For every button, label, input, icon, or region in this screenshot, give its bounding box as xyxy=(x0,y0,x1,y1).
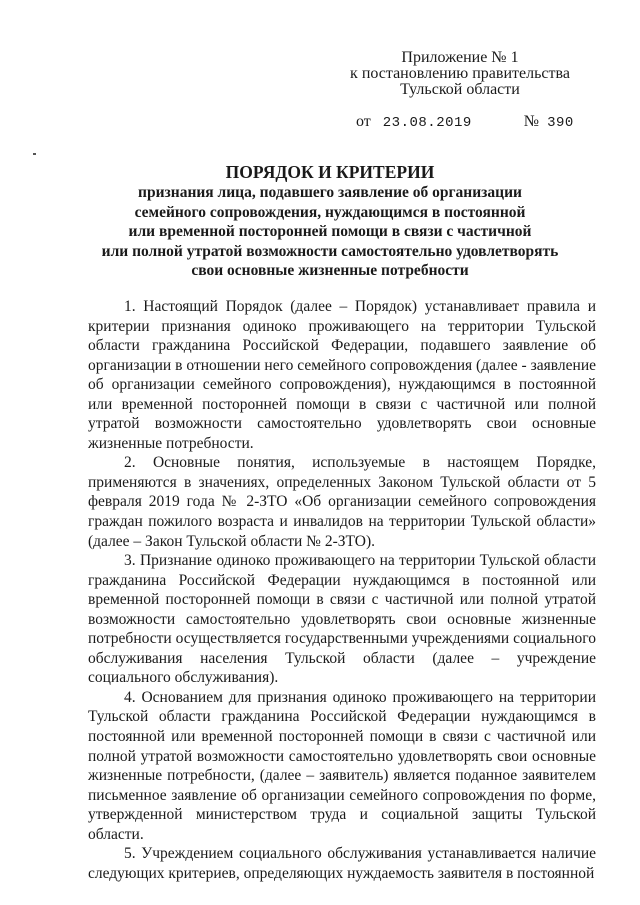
paragraph-4: 4. Основанием для признания одиноко проживающего на территории Тульской области гражданина Российской Федерации нуждающимся в постоянной или временной посторонней помощи в связи с частичной или полной утратой возможности самостоятельно удовлетворять свои основные жизненные потребности, (далее – заявитель) является поданное заявителем письменное заявление об организации семейного сопровождения по форме, утвержденной министерством труда и социальной защиты Тульской области. xyxy=(88,688,596,843)
appendix-region: Тульской области xyxy=(400,81,520,98)
appendix-header xyxy=(340,50,580,98)
number-label: № xyxy=(523,113,540,130)
title-subtitle-line: свои основные жизненные потребности xyxy=(191,262,469,280)
date-prefix: от xyxy=(356,113,371,130)
title-main: ПОРЯДОК И КРИТЕРИИ xyxy=(225,162,435,182)
title-subtitle-line: или полной утратой возможности самостоятельно удовлетворять xyxy=(101,242,559,260)
title-subtitle-line: признания лица, подавшего заявление об организации xyxy=(138,184,522,201)
resolution-date-line xyxy=(356,113,574,132)
appendix-number: Приложение № 1 xyxy=(401,49,519,66)
resolution-date: 23.08.2019 xyxy=(382,115,472,131)
appendix-resolution: к постановлению правительства xyxy=(350,65,570,82)
paragraph-5: 5. Учреждением социального обслуживания устанавливается наличие следующих критериев, определяющих нуждаемость заявителя в постоянной xyxy=(88,845,596,882)
resolution-number: 390 xyxy=(547,115,574,131)
title-subtitle-line: семейного сопровождения, нуждающимся в постоянной xyxy=(134,203,526,221)
document-body xyxy=(88,297,596,883)
scan-speck xyxy=(33,153,36,155)
document-title xyxy=(80,161,580,281)
paragraph-2: 2. Основные понятия, используемые в настоящем Порядке, применяются в значениях, определенных Законом Тульской области от 5 февраля 2019 года № 2-ЗТО «Об организации семейного сопровождения граждан пожилого возраста и инвалидов на территории Тульской области» (далее – Закон Тульской области № 2-ЗТО). xyxy=(88,454,596,550)
title-subtitle-line: или временной посторонней помощи в связи с частичной xyxy=(128,223,532,241)
title-subtitle xyxy=(80,183,580,281)
paragraph-1: 1. Настоящий Порядок (далее – Порядок) устанавливает правила и критерии признания одиноко проживающего на территории Тульской области гражданина Российской Федерации, подавшего заявление об организации в отношении него семейного сопровождения (далее - заявление об организации семейного сопровождения), нуждающимся в постоянной или временной посторонней помощи в связи с частичной или полной утратой возможности самостоятельно удовлетворять свои основные жизненные потребности. xyxy=(88,298,596,452)
paragraph-3: 3. Признание одиноко проживающего на территории Тульской области гражданина Российской Федерации нуждающимся в постоянной или временной посторонней помощи в связи с частичной или полной утратой возможности самостоятельно удовлетворять свои основные жизненные потребности осуществляется государственными учреждениями социального обслуживания населения Тульской области (далее – учреждение социального обслуживания). xyxy=(88,552,596,687)
